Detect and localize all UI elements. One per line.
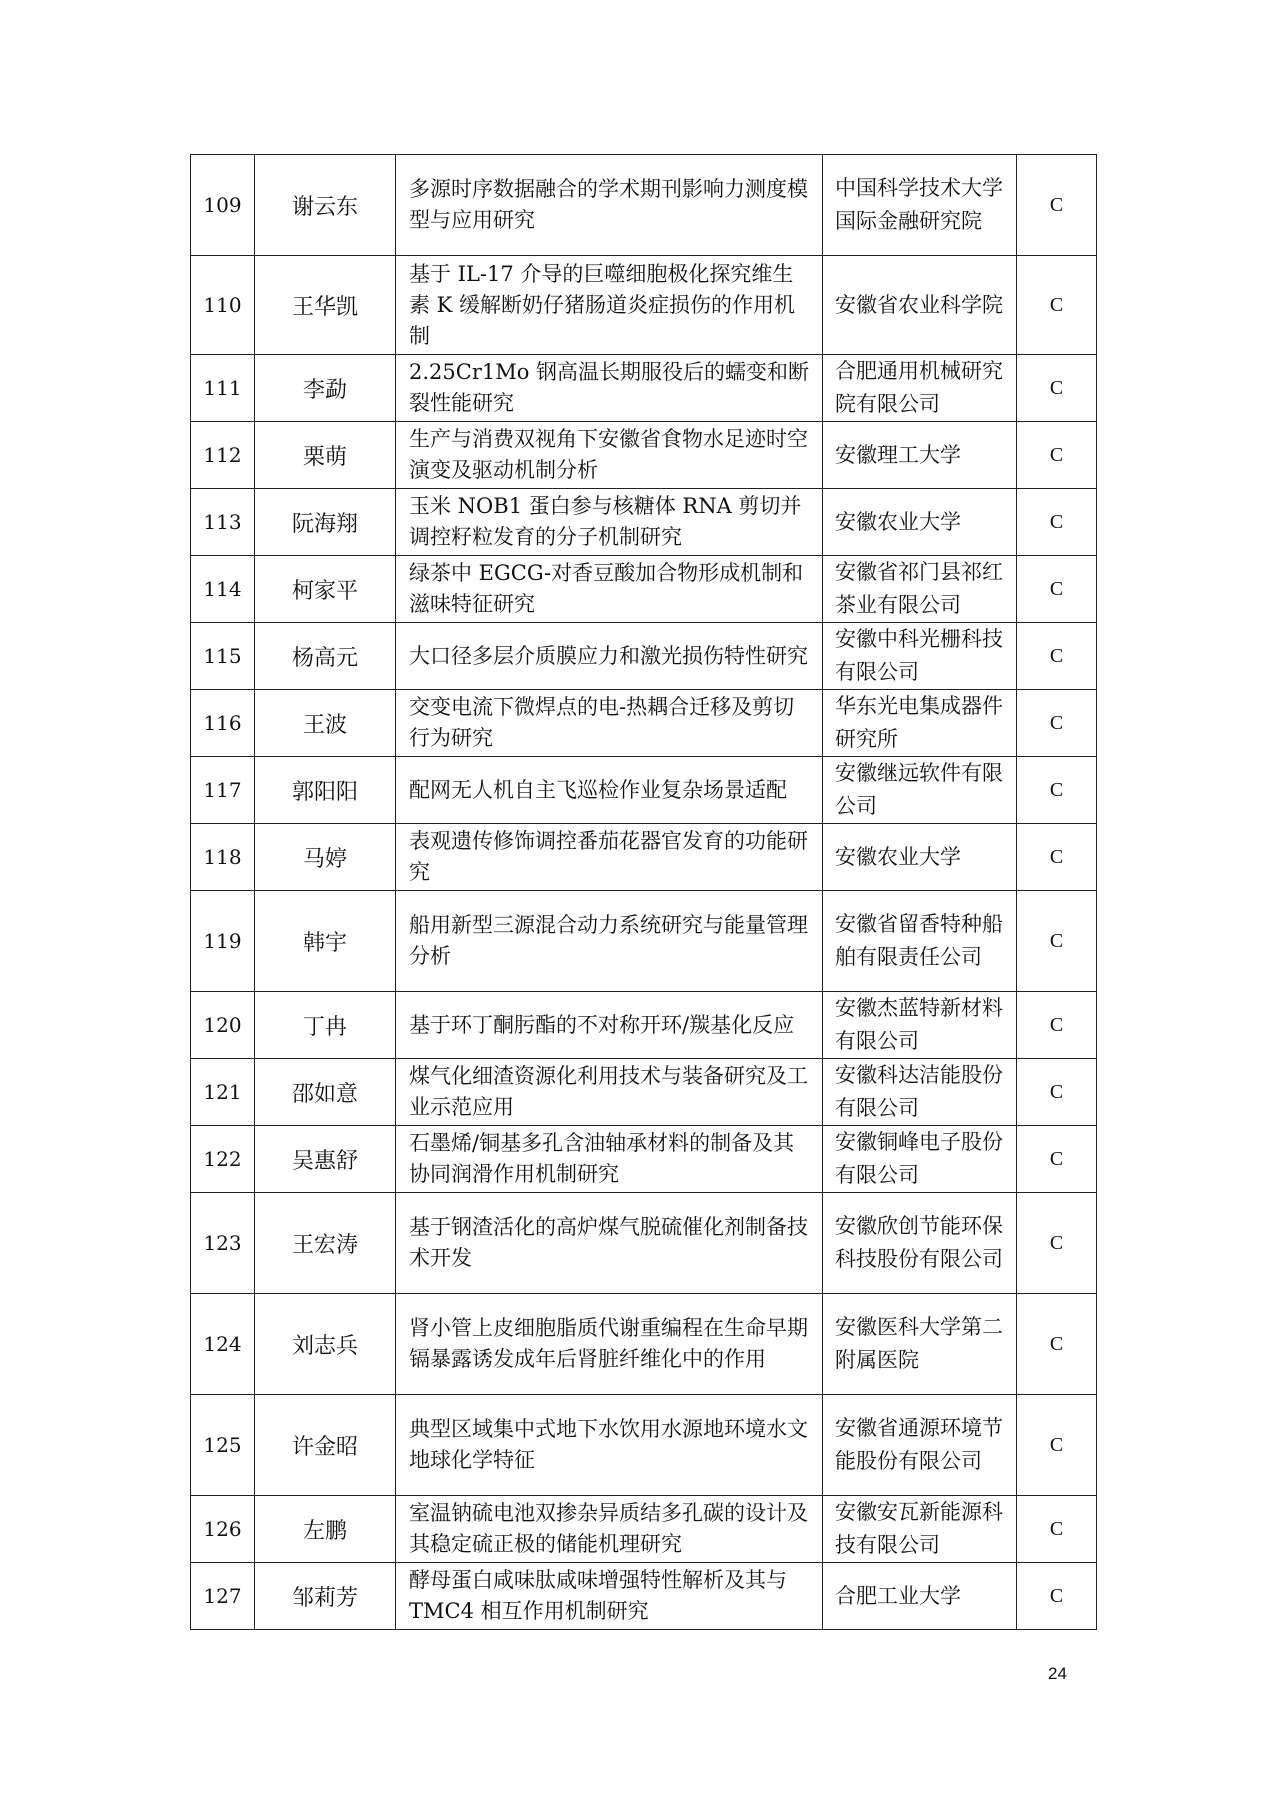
project-title: 配网无人机自主飞巡检作业复杂场景适配 bbox=[396, 757, 823, 824]
applicant-name: 王华凯 bbox=[255, 256, 396, 355]
row-number: 124 bbox=[191, 1294, 255, 1395]
grade: C bbox=[1017, 1126, 1097, 1193]
grade: C bbox=[1017, 155, 1097, 256]
project-title: 交变电流下微焊点的电-热耦合迁移及剪切行为研究 bbox=[396, 690, 823, 757]
grade: C bbox=[1017, 355, 1097, 422]
applicant-name: 吴惠舒 bbox=[255, 1126, 396, 1193]
organization: 安徽科达洁能股份有限公司 bbox=[823, 1059, 1017, 1126]
applicant-name: 马婷 bbox=[255, 824, 396, 891]
applicant-name: 阮海翔 bbox=[255, 489, 396, 556]
table-row bbox=[191, 1193, 1097, 1294]
project-title: 石墨烯/铜基多孔含油轴承材料的制备及其协同润滑作用机制研究 bbox=[396, 1126, 823, 1193]
applicant-name: 王宏涛 bbox=[255, 1193, 396, 1294]
applicant-name: 邹莉芳 bbox=[255, 1563, 396, 1630]
grade: C bbox=[1017, 556, 1097, 623]
project-title: 室温钠硫电池双掺杂异质结多孔碳的设计及其稳定硫正极的储能机理研究 bbox=[396, 1496, 823, 1563]
project-title: 多源时序数据融合的学术期刊影响力测度模型与应用研究 bbox=[396, 155, 823, 256]
grade: C bbox=[1017, 690, 1097, 757]
row-number: 112 bbox=[191, 422, 255, 489]
organization: 安徽省农业科学院 bbox=[823, 256, 1017, 355]
applicant-name: 王波 bbox=[255, 690, 396, 757]
grade: C bbox=[1017, 891, 1097, 992]
organization: 安徽医科大学第二附属医院 bbox=[823, 1294, 1017, 1395]
row-number: 115 bbox=[191, 623, 255, 690]
table-row bbox=[191, 155, 1097, 256]
organization: 安徽农业大学 bbox=[823, 824, 1017, 891]
applicant-name: 李勐 bbox=[255, 355, 396, 422]
grade: C bbox=[1017, 1395, 1097, 1496]
applicant-name: 韩宇 bbox=[255, 891, 396, 992]
grade: C bbox=[1017, 1193, 1097, 1294]
project-title: 2.25Cr1Mo 钢高温长期服役后的蠕变和断裂性能研究 bbox=[396, 355, 823, 422]
organization: 安徽铜峰电子股份有限公司 bbox=[823, 1126, 1017, 1193]
table-row bbox=[191, 256, 1097, 355]
project-title: 煤气化细渣资源化利用技术与装备研究及工业示范应用 bbox=[396, 1059, 823, 1126]
table-row bbox=[191, 1496, 1097, 1563]
table-row bbox=[191, 1294, 1097, 1395]
project-title: 表观遗传修饰调控番茄花器官发育的功能研究 bbox=[396, 824, 823, 891]
project-list-table bbox=[190, 154, 1097, 1630]
organization: 合肥工业大学 bbox=[823, 1563, 1017, 1630]
table-row bbox=[191, 556, 1097, 623]
organization: 安徽省留香特种船舶有限责任公司 bbox=[823, 891, 1017, 992]
table-row bbox=[191, 1059, 1097, 1126]
row-number: 127 bbox=[191, 1563, 255, 1630]
applicant-name: 柯家平 bbox=[255, 556, 396, 623]
organization: 华东光电集成器件研究所 bbox=[823, 690, 1017, 757]
table-row bbox=[191, 422, 1097, 489]
project-title: 典型区域集中式地下水饮用水源地环境水文地球化学特征 bbox=[396, 1395, 823, 1496]
applicant-name: 栗萌 bbox=[255, 422, 396, 489]
applicant-name: 丁冉 bbox=[255, 992, 396, 1059]
table-row bbox=[191, 992, 1097, 1059]
applicant-name: 谢云东 bbox=[255, 155, 396, 256]
grade: C bbox=[1017, 1294, 1097, 1395]
row-number: 122 bbox=[191, 1126, 255, 1193]
row-number: 117 bbox=[191, 757, 255, 824]
organization: 合肥通用机械研究院有限公司 bbox=[823, 355, 1017, 422]
grade: C bbox=[1017, 422, 1097, 489]
grade: C bbox=[1017, 992, 1097, 1059]
row-number: 114 bbox=[191, 556, 255, 623]
applicant-name: 刘志兵 bbox=[255, 1294, 396, 1395]
organization: 安徽省祁门县祁红茶业有限公司 bbox=[823, 556, 1017, 623]
grade: C bbox=[1017, 757, 1097, 824]
row-number: 123 bbox=[191, 1193, 255, 1294]
project-title: 肾小管上皮细胞脂质代谢重编程在生命早期镉暴露诱发成年后肾脏纤维化中的作用 bbox=[396, 1294, 823, 1395]
project-title: 基于 IL-17 介导的巨噬细胞极化探究维生素 K 缓解断奶仔猪肠道炎症损伤的作用机制 bbox=[396, 256, 823, 355]
table-row bbox=[191, 1126, 1097, 1193]
project-title: 基于环丁酮肟酯的不对称开环/羰基化反应 bbox=[396, 992, 823, 1059]
row-number: 118 bbox=[191, 824, 255, 891]
applicant-name: 郭阳阳 bbox=[255, 757, 396, 824]
row-number: 125 bbox=[191, 1395, 255, 1496]
organization: 安徽安瓦新能源科技有限公司 bbox=[823, 1496, 1017, 1563]
applicant-name: 许金昭 bbox=[255, 1395, 396, 1496]
row-number: 111 bbox=[191, 355, 255, 422]
table-body bbox=[191, 155, 1097, 1630]
row-number: 120 bbox=[191, 992, 255, 1059]
grade: C bbox=[1017, 623, 1097, 690]
row-number: 110 bbox=[191, 256, 255, 355]
project-title: 生产与消费双视角下安徽省食物水足迹时空演变及驱动机制分析 bbox=[396, 422, 823, 489]
page-number: 24 bbox=[1048, 1664, 1067, 1683]
table-row bbox=[191, 355, 1097, 422]
organization: 安徽中科光栅科技有限公司 bbox=[823, 623, 1017, 690]
applicant-name: 杨高元 bbox=[255, 623, 396, 690]
row-number: 126 bbox=[191, 1496, 255, 1563]
project-title: 玉米 NOB1 蛋白参与核糖体 RNA 剪切并调控籽粒发育的分子机制研究 bbox=[396, 489, 823, 556]
applicant-name: 邵如意 bbox=[255, 1059, 396, 1126]
grade: C bbox=[1017, 489, 1097, 556]
table-row bbox=[191, 623, 1097, 690]
row-number: 119 bbox=[191, 891, 255, 992]
organization: 安徽农业大学 bbox=[823, 489, 1017, 556]
table-row bbox=[191, 1395, 1097, 1496]
project-title: 酵母蛋白咸味肽咸味增强特性解析及其与 TMC4 相互作用机制研究 bbox=[396, 1563, 823, 1630]
grade: C bbox=[1017, 1496, 1097, 1563]
grade: C bbox=[1017, 256, 1097, 355]
project-title: 基于钢渣活化的高炉煤气脱硫催化剂制备技术开发 bbox=[396, 1193, 823, 1294]
organization: 安徽理工大学 bbox=[823, 422, 1017, 489]
row-number: 109 bbox=[191, 155, 255, 256]
table-row bbox=[191, 824, 1097, 891]
table-row bbox=[191, 891, 1097, 992]
grade: C bbox=[1017, 1563, 1097, 1630]
table-row bbox=[191, 690, 1097, 757]
organization: 安徽杰蓝特新材料有限公司 bbox=[823, 992, 1017, 1059]
organization: 安徽省通源环境节能股份有限公司 bbox=[823, 1395, 1017, 1496]
grade: C bbox=[1017, 824, 1097, 891]
organization: 安徽欣创节能环保科技股份有限公司 bbox=[823, 1193, 1017, 1294]
grade: C bbox=[1017, 1059, 1097, 1126]
row-number: 113 bbox=[191, 489, 255, 556]
applicant-name: 左鹏 bbox=[255, 1496, 396, 1563]
row-number: 116 bbox=[191, 690, 255, 757]
table-row bbox=[191, 757, 1097, 824]
organization: 中国科学技术大学国际金融研究院 bbox=[823, 155, 1017, 256]
row-number: 121 bbox=[191, 1059, 255, 1126]
project-title: 绿茶中 EGCG-对香豆酸加合物形成机制和滋味特征研究 bbox=[396, 556, 823, 623]
organization: 安徽继远软件有限公司 bbox=[823, 757, 1017, 824]
table-row bbox=[191, 489, 1097, 556]
project-title: 大口径多层介质膜应力和激光损伤特性研究 bbox=[396, 623, 823, 690]
table-row bbox=[191, 1563, 1097, 1630]
project-title: 船用新型三源混合动力系统研究与能量管理分析 bbox=[396, 891, 823, 992]
